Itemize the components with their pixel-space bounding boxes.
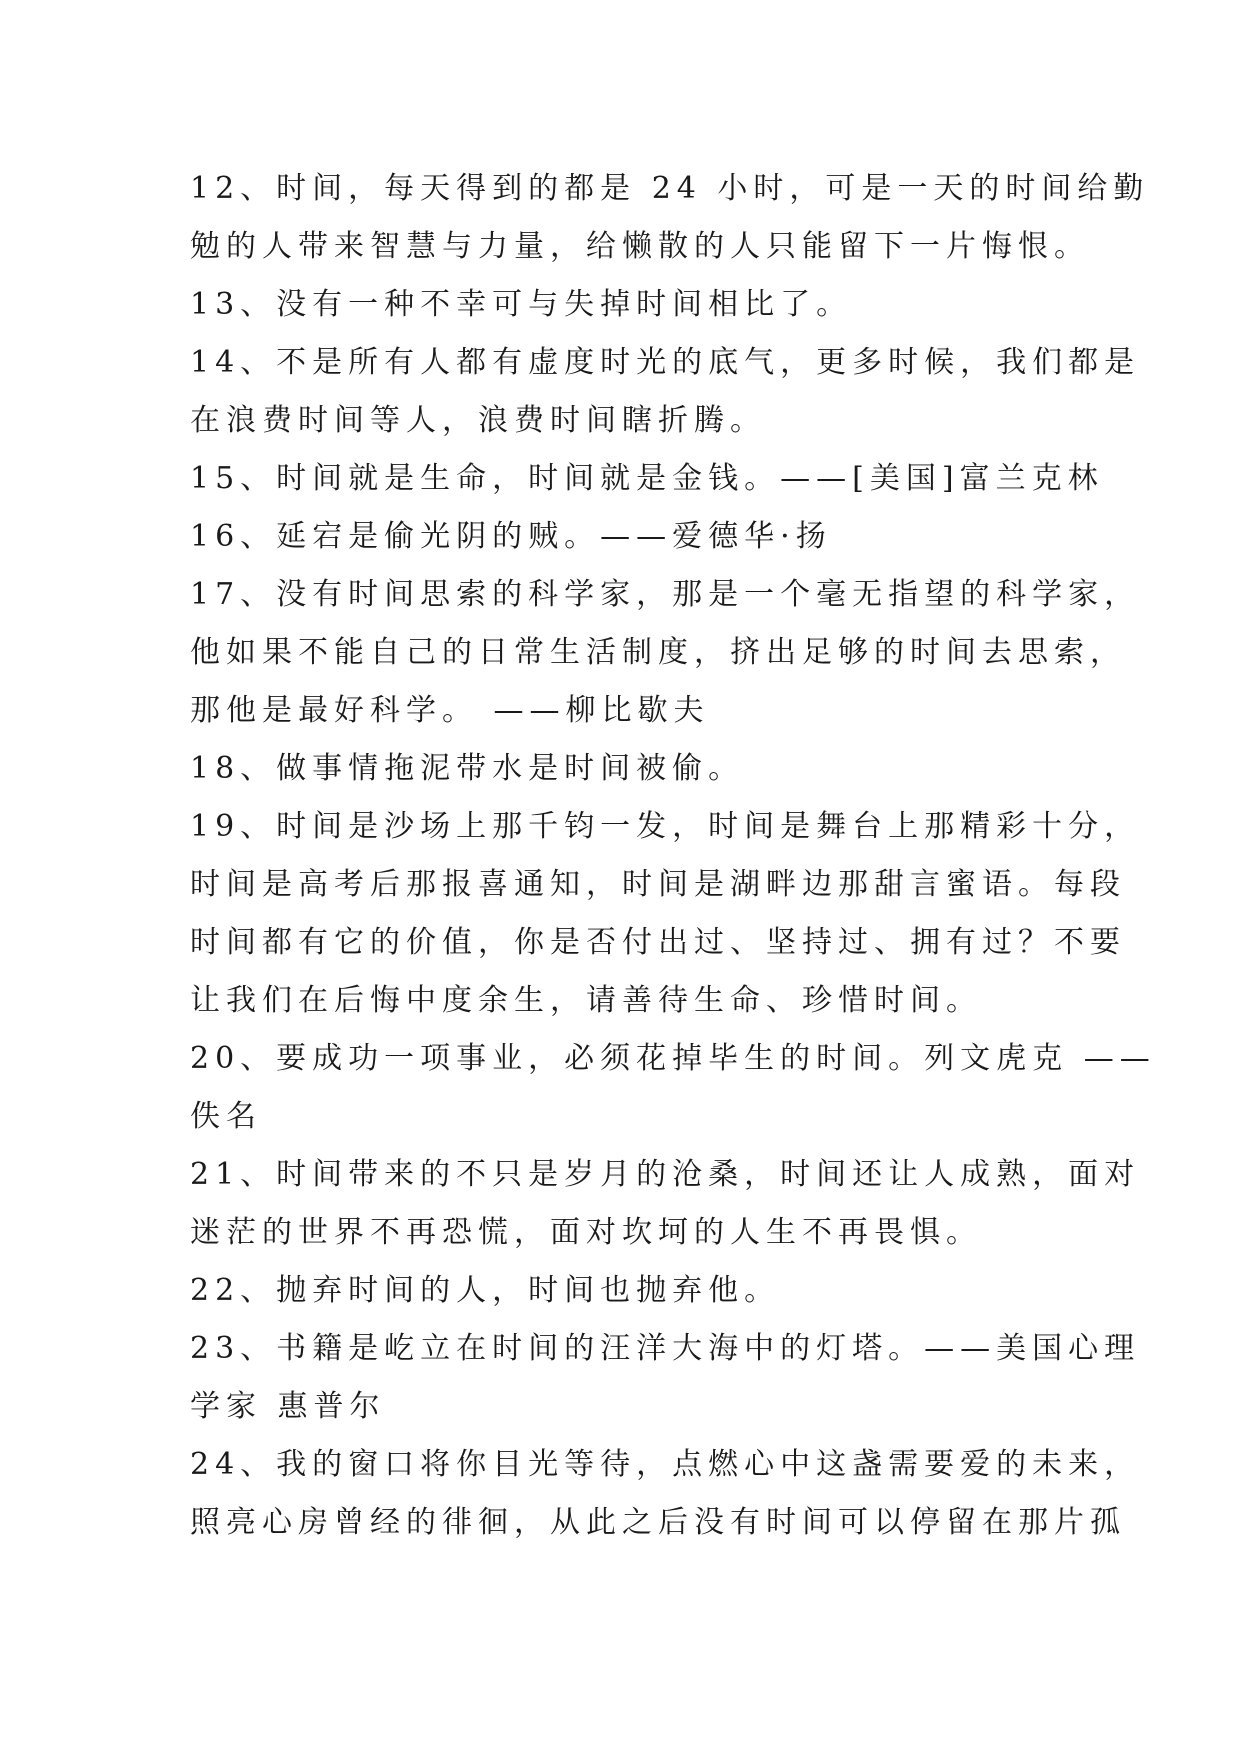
text-line: 22、抛弃时间的人，时间也抛弃他。 [190,1273,781,1308]
document-body [190,160,1156,1552]
text-line: 14、不是所有人都有虚度时光的底气，更多时候，我们都是 [190,345,1141,380]
text-line: 15、时间就是生命，时间就是金钱。——[美国]富兰克林 [190,461,1104,496]
text-line: 17、没有时间思索的科学家，那是一个毫无指望的科学家， [190,577,1141,612]
text-line: 16、延宕是偷光阴的贼。——爱德华·扬 [190,519,832,554]
text-line: 学家 惠普尔 [190,1389,386,1424]
text-line: 那他是最好科学。 ——柳比歇夫 [190,693,710,728]
text-line: 勉的人带来智慧与力量，给懒散的人只能留下一片悔恨。 [190,229,1090,264]
text-line: 时间是高考后那报喜通知，时间是湖畔边那甜言蜜语。每段 [190,867,1126,902]
text-line: 19、时间是沙场上那千钧一发，时间是舞台上那精彩十分， [190,809,1141,844]
text-line: 时间都有它的价值，你是否付出过、坚持过、拥有过？不要 [190,925,1126,960]
text-line: 23、书籍是屹立在时间的汪洋大海中的灯塔。——美国心理 [190,1331,1141,1366]
text-line: 24、我的窗口将你目光等待，点燃心中这盏需要爱的未来， [190,1447,1141,1482]
text-line: 让我们在后悔中度余生，请善待生命、珍惜时间。 [190,983,982,1018]
text-line: 18、做事情拖泥带水是时间被偷。 [190,751,745,786]
text-line: 他如果不能自己的日常生活制度，挤出足够的时间去思索， [190,635,1126,670]
text-line: 12、时间，每天得到的都是 24 小时，可是一天的时间给勤 [190,171,1150,206]
text-line: 迷茫的世界不再恐慌，面对坎坷的人生不再畏惧。 [190,1215,982,1250]
text-line: 照亮心房曾经的徘徊，从此之后没有时间可以停留在那片孤 [190,1505,1126,1540]
text-line: 21、时间带来的不只是岁月的沧桑，时间还让人成熟，面对 [190,1157,1141,1192]
text-line: 13、没有一种不幸可与失掉时间相比了。 [190,287,853,322]
text-line: 在浪费时间等人，浪费时间瞎折腾。 [190,403,766,438]
text-line: 佚名 [190,1099,262,1134]
text-line: 20、要成功一项事业，必须花掉毕生的时间。列文虎克 —— [190,1041,1156,1076]
